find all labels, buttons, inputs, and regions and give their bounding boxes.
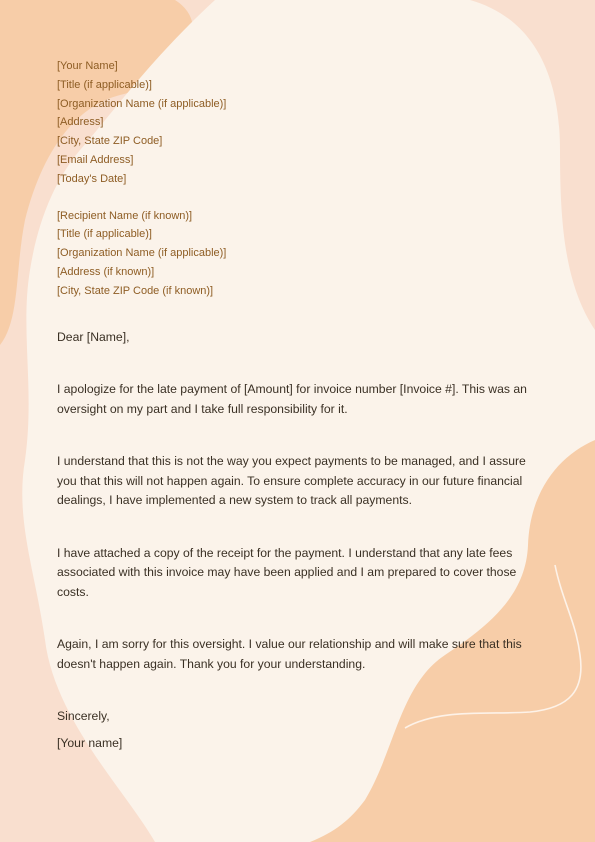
paragraph-apology: I apologize for the late payment of [Amount] for invoice number [Invoice #]. This was an oversight on my part and I take full responsibility for it. — [57, 382, 527, 416]
paragraph-closing-remarks: Again, I am sorry for this oversight. I value our relationship and will make sure that this doesn't happen again. Thank you for your understanding. — [57, 637, 522, 671]
recipient-name: [Recipient Name (if known)] — [57, 209, 193, 222]
sender-title: [Title (if applicable)] — [57, 78, 152, 91]
sender-address: [Address] — [57, 116, 104, 129]
recipient-title: [Title (if applicable)] — [57, 228, 152, 241]
recipient-address-block — [57, 207, 547, 301]
closing: Sincerely, — [57, 709, 110, 724]
paragraph-receipt: I have attached a copy of the receipt for the payment. I understand that any late fees associated with this invoice may have been applied and I am prepared to cover those costs. — [57, 545, 517, 599]
letter-body — [57, 57, 547, 753]
sender-email: [Email Address] — [57, 153, 134, 166]
recipient-city-state-zip: [City, State ZIP Code (if known)] — [57, 284, 214, 297]
sender-address-block — [57, 57, 547, 189]
sender-city-state-zip: [City, State ZIP Code] — [57, 135, 163, 148]
recipient-organization: [Organization Name (if applicable)] — [57, 247, 227, 260]
sender-organization: [Organization Name (if applicable)] — [57, 97, 227, 110]
letter-date: [Today's Date] — [57, 172, 127, 185]
paragraph-assurance: I understand that this is not the way you expect payments to be managed, and I assure you that this will not happen again. To ensure complete accuracy in our future financial dealings, I have implemented a new system to track all payments. — [57, 454, 526, 508]
signature: [Your name] — [57, 735, 123, 750]
salutation: Dear [Name], — [57, 329, 130, 344]
sender-name: [Your Name] — [57, 60, 118, 72]
recipient-address: [Address (if known)] — [57, 265, 155, 278]
